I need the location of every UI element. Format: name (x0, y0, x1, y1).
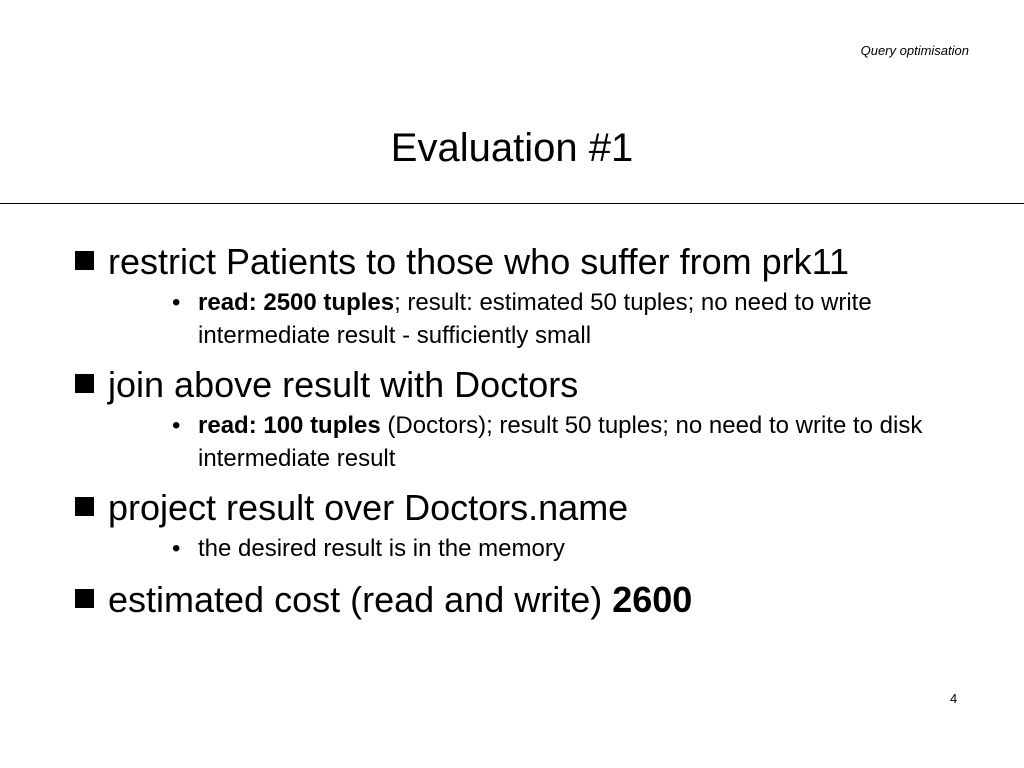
bullet-estimated-cost (75, 576, 975, 624)
dot-bullet-icon: • (172, 412, 181, 439)
slide-title: Evaluation #1 (390, 126, 634, 170)
sub-bullet-restrict (172, 286, 938, 352)
bullet-restrict (75, 238, 975, 286)
bullet-join (75, 361, 975, 409)
bullet-text: estimated cost (read and write) (108, 579, 613, 620)
sub-bullet-bold: read: 2500 tuples (198, 289, 395, 316)
slide-content (75, 238, 975, 624)
square-bullet-icon (75, 374, 94, 393)
sub-bullet-bold: read: 100 tuples (198, 412, 381, 439)
sub-bullet-text: (Doctors); result 50 tuples; no need to write to disk intermediate result (198, 412, 923, 472)
sub-bullet-text: ; result: estimated 50 tuples; no need to write intermediate result - sufficiently small (198, 289, 872, 349)
square-bullet-icon (75, 251, 94, 270)
square-bullet-icon (75, 589, 94, 608)
dot-bullet-icon: • (172, 535, 181, 562)
square-bullet-icon (75, 497, 94, 516)
page-number: 4 (950, 691, 958, 706)
bullet-text: project result over Doctors.name (108, 487, 629, 528)
sub-bullet-project (172, 532, 938, 565)
bullet-text: restrict Patients to those who suffer from prk11 (108, 241, 849, 282)
sub-bullet-text: the desired result is in the memory (198, 535, 565, 562)
title-divider (0, 203, 1024, 204)
sub-bullet-join (172, 409, 938, 475)
cost-value: 2600 (612, 579, 693, 620)
header-topic: Query optimisation (860, 43, 969, 58)
bullet-project (75, 484, 975, 532)
dot-bullet-icon: • (172, 289, 181, 316)
bullet-text: join above result with Doctors (108, 364, 579, 405)
